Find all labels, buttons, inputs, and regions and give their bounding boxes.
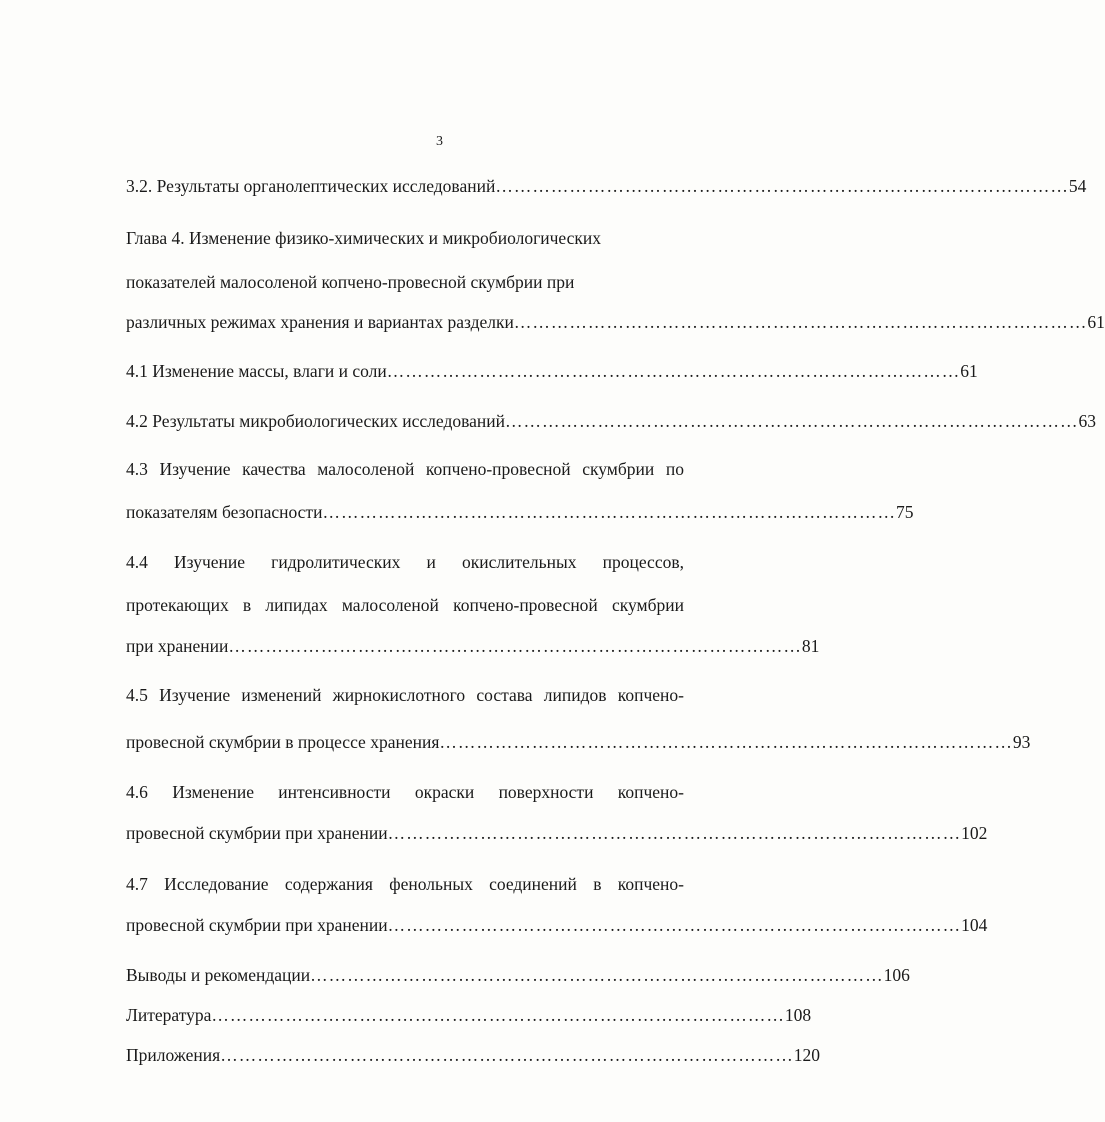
toc-entry-page: 61: [1087, 312, 1105, 332]
toc-entry-page: 104: [961, 915, 988, 935]
toc-entry-title: показателям безопасности: [126, 502, 323, 522]
toc-entry-page: 102: [961, 823, 988, 843]
toc-entry-page: 54: [1068, 176, 1087, 196]
toc-entry-4-3-line-2: [126, 501, 914, 523]
toc-entry-page: 93: [1012, 732, 1031, 752]
toc-entry-4-6-line-1: 4.6 Изменение интенсивности окраски поверхности копчено-: [126, 782, 684, 802]
toc-entry-title: 3.2. Результаты органолептических исследований: [126, 176, 496, 196]
toc-entry-page: 120: [793, 1045, 820, 1065]
toc-entry-3-2: [126, 175, 1087, 197]
toc-entry-page: 63: [1078, 411, 1097, 431]
dot-leader: …………………………………………………………………………………: [439, 732, 1013, 752]
toc-entry-title: 4.1 Изменение массы, влаги и соли: [126, 361, 387, 381]
dot-leader: …………………………………………………………………………………: [211, 1005, 785, 1025]
toc-chapter-4-line-3: [126, 311, 1105, 333]
toc-entry-4-1: [126, 360, 978, 382]
toc-chapter-4-line-2: показателей малосоленой копчено-провесной скумбрии при: [126, 272, 575, 292]
toc-entry-title: различных режимах хранения и вариантах разделки: [126, 312, 514, 332]
toc-entry-4-2: [126, 410, 1097, 432]
dot-leader: …………………………………………………………………………………: [220, 1045, 794, 1065]
toc-entry-4-4-line-2: протекающих в липидах малосоленой копчено-провесной скумбрии: [126, 595, 684, 615]
toc-entry-title: провесной скумбрии при хранении: [126, 915, 388, 935]
toc-entry-page: 81: [801, 636, 820, 656]
dot-leader: …………………………………………………………………………………: [387, 915, 962, 935]
dot-leader: …………………………………………………………………………………: [505, 411, 1079, 431]
toc-entry-page: 108: [784, 1005, 812, 1025]
toc-entry-page: 106: [883, 965, 910, 985]
page-number: 3: [436, 134, 443, 149]
dot-leader: …………………………………………………………………………………: [322, 502, 896, 522]
toc-entry-conclusions: [126, 964, 910, 986]
toc-entry-title: 4.2 Результаты микробиологических исследований: [126, 411, 506, 431]
dot-leader: …………………………………………………………………………………: [310, 965, 884, 985]
dot-leader: …………………………………………………………………………………: [386, 361, 961, 381]
toc-entry-4-7-line-2: [126, 914, 988, 936]
toc-entry-page: 61: [960, 361, 978, 381]
toc-entry-4-5-line-2: [126, 731, 1031, 753]
toc-entry-title: Выводы и рекомендации: [126, 965, 311, 985]
toc-entry-title: при хранении: [126, 636, 229, 656]
toc-entry-literature: [126, 1004, 812, 1026]
toc-entry-title: провесной скумбрии при хранении: [126, 823, 388, 843]
toc-entry-4-3-line-1: 4.3 Изучение качества малосоленой копчено-провесной скумбрии по: [126, 459, 684, 479]
toc-entry-title: Приложения: [126, 1045, 221, 1065]
dot-leader: …………………………………………………………………………………: [228, 636, 802, 656]
toc-entry-4-5-line-1: 4.5 Изучение изменений жирнокислотного состава липидов копчено-: [126, 685, 684, 705]
dot-leader: …………………………………………………………………………………: [495, 176, 1069, 196]
toc-chapter-4-line-1: Глава 4. Изменение физико-химических и микробиологических: [126, 228, 602, 248]
dot-leader: …………………………………………………………………………………: [513, 312, 1088, 332]
toc-entry-4-6-line-2: [126, 822, 988, 844]
toc-entry-title: провесной скумбрии в процессе хранения: [126, 732, 440, 752]
toc-entry-4-4-line-1: 4.4 Изучение гидролитических и окислительных процессов,: [126, 552, 684, 572]
dot-leader: …………………………………………………………………………………: [387, 823, 962, 843]
toc-entry-4-7-line-1: 4.7 Исследование содержания фенольных соединений в копчено-: [126, 874, 684, 894]
toc-entry-4-4-line-3: [126, 635, 820, 657]
toc-entry-page: 75: [895, 502, 914, 522]
toc-entry-title: Литература: [126, 1005, 212, 1025]
toc-entry-appendices: [126, 1044, 820, 1066]
